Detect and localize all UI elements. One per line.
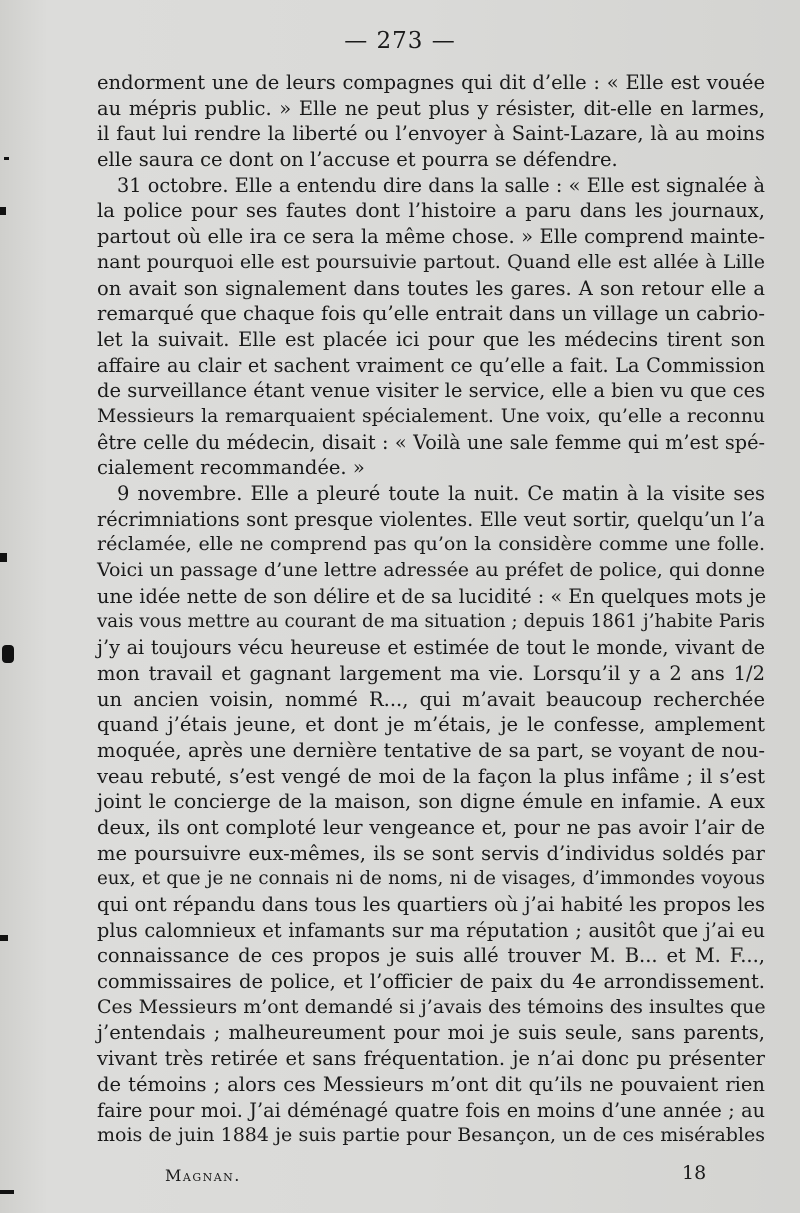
text-line: veau rebuté, s’est vengé de moi de la façon la plus infâme ; il s’est — [97, 764, 765, 788]
text-line: la police pour ses fautes dont l’histoire a paru dans les journaux, — [97, 199, 765, 223]
scan-mark — [0, 207, 6, 215]
text-line: Ces Messieurs m’ont demandé si j’avais des témoins des insultes que — [97, 995, 766, 1018]
page-number: — 273 — — [344, 28, 456, 54]
text-line: affaire au clair et sachent vraiment ce qu’elle a fait. La Commission — [97, 353, 765, 377]
printer-signature: Magnan. — [165, 1166, 241, 1185]
text-line: faire pour moi. J’ai déménagé quatre fois en moins d’une année ; au — [97, 1098, 765, 1122]
text-line: plus calomnieux et infamants sur ma réputation ; ausitôt que j’ai eu — [97, 918, 765, 942]
sheet-number: 18 — [682, 1162, 707, 1184]
text-line: me poursuivre eux-mêmes, ils se sont servis d’individus soldés par — [97, 841, 765, 865]
text-line: cialement recommandée. » — [97, 456, 365, 480]
text-line: elle saura ce dont on l’accuse et pourra se défendre. — [97, 148, 618, 172]
text-line: au mépris public. » Elle ne peut plus y résister, dit-elle en larmes, — [97, 96, 765, 120]
scan-mark — [0, 553, 7, 562]
scan-mark — [0, 935, 8, 941]
text-line: endorment une de leurs compagnes qui dit d’elle : « Elle est vouée — [97, 71, 765, 94]
text-line: j’y ai toujours vécu heureuse et estimée de tout le monde, vivant de — [97, 636, 765, 660]
text-line: partout où elle ira ce sera la même chose. » Elle comprend mainte- — [97, 225, 765, 249]
text-line: être celle du médecin, disait : « Voilà une sale femme qui m’est spé- — [97, 430, 765, 454]
text-line: moquée, après une dernière tentative de sa part, se voyant de nou- — [97, 738, 765, 762]
text-line: mois de juin 1884 je suis partie pour Besançon, un de ces misérables — [97, 1124, 765, 1147]
text-line: de surveillance étant venue visiter le service, elle a bien vu que ces — [97, 379, 766, 403]
text-line: mon travail et gagnant largement ma vie. Lorsqu’il y a 2 ans 1/2 — [97, 661, 765, 685]
text-line: remarqué que chaque fois qu’elle entrait dans un village un cabrio- — [97, 302, 765, 326]
text-line: récrimniations sont presque violentes. Elle veut sortir, quelqu’un l’a — [97, 507, 765, 531]
text-line: quand j’étais jeune, et dont je m’étais, je le confesse, amplement — [97, 713, 765, 737]
text-line: commissaires de police, et l’officier de paix du 4e arrondissement. — [97, 970, 765, 994]
scan-mark — [0, 1190, 14, 1194]
text-line: un ancien voisin, nommé R..., qui m’avait beaucoup recherchée — [97, 687, 765, 711]
scan-mark — [4, 157, 9, 160]
text-line: qui ont répandu dans tous les quartiers où j’ai habité les propos les — [97, 893, 765, 916]
text-line: vivant très retirée et sans fréquentation. je n’ai donc pu présenter — [97, 1047, 765, 1071]
text-line: une idée nette de son délire et de sa lucidité : « En quelques mots je — [97, 584, 767, 608]
text-line: 31 octobre. Elle a entendu dire dans la salle : « Elle est signalée à — [117, 173, 765, 197]
text-line: de témoins ; alors ces Messieurs m’ont dit qu’ils ne pouvaient rien — [97, 1072, 765, 1096]
text-line: Voici un passage d’une lettre adressée au préfet de police, qui donne — [97, 559, 765, 582]
text-line: il faut lui rendre la liberté ou l’envoyer à Saint-Lazare, là au moins — [97, 122, 765, 146]
body-text — [97, 70, 765, 1149]
text-line: on avait son signalement dans toutes les gares. A son retour elle a — [97, 276, 765, 300]
text-line: deux, ils ont comploté leur vengeance et, pour ne pas avoir l’air de — [97, 815, 765, 839]
text-line: j’entendais ; malheureument pour moi je suis seule, sans parents, — [97, 1021, 765, 1045]
text-line: vais vous mettre au courant de ma situation ; depuis 1861 j’habite Paris — [97, 611, 765, 633]
text-line: joint le concierge de la maison, son digne émule en infamie. A eux — [97, 790, 765, 814]
text-line: let la suivait. Elle est placée ici pour que les médecins tirent son — [97, 327, 765, 351]
text-line: réclamée, elle ne comprend pas qu’on la considère comme une folle. — [97, 533, 765, 556]
text-line: nant pourquoi elle est poursuivie partout. Quand elle est allée à Lille — [97, 250, 765, 273]
text-line: connaissance de ces propos je suis allé trouver M. B... et M. F..., — [97, 944, 765, 968]
text-line: Messieurs la remarquaient spécialement. Une voix, qu’elle a reconnu — [97, 405, 765, 427]
text-line: eux, et que je ne connais ni de noms, ni de visages, d’immondes voyous — [97, 868, 765, 890]
scan-mark — [2, 645, 14, 663]
text-line: 9 novembre. Elle a pleuré toute la nuit. Ce matin à la visite ses — [117, 482, 765, 505]
